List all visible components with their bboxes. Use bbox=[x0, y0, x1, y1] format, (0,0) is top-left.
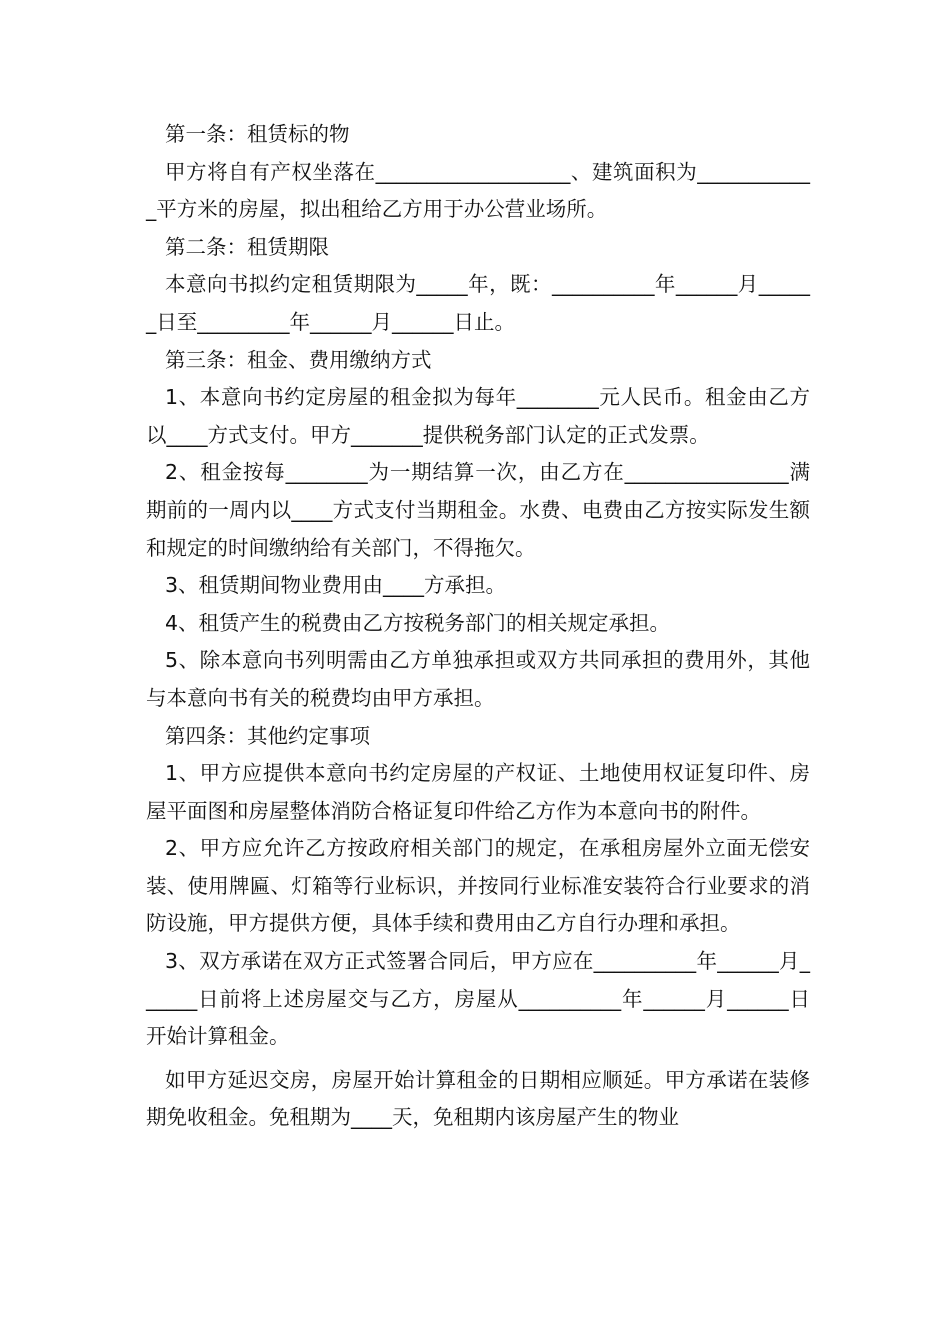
article-3-paragraph-1: 1、本意向书约定房屋的租金拟为每年________元人民币。租金由乙方以____方式支付。甲方_______提供税务部门认定的正式发票。 bbox=[146, 385, 810, 447]
document-body bbox=[146, 116, 810, 1137]
article-4-paragraph-3: 3、双方承诺在双方正式签署合同后，甲方应在__________年______月______日前将上述房屋交与乙方，房屋从__________年______月______日开始计算租金。 bbox=[146, 949, 810, 1049]
article-1-paragraph-1: 甲方将自有产权坐落在___________________、建筑面积为____________平方米的房屋，拟出租给乙方用于办公营业场所。 bbox=[146, 159, 810, 222]
article-4-paragraph-2: 2、甲方应允许乙方按政府相关部门的规定，在承租房屋外立面无偿安装、使用牌匾、灯箱等行业标识，并按同行业标准安装符合行业要求的消防设施，甲方提供方便，具体手续和费用由乙方自行办理和承担。 bbox=[146, 836, 810, 936]
article-1-heading: 第一条：租赁标的物 bbox=[165, 122, 350, 146]
article-3-heading: 第三条：租金、费用缴纳方式 bbox=[165, 347, 432, 372]
article-3-paragraph-2: 2、租金按每________为一期结算一次，由乙方在________________满期前的一周内以____方式支付当期租金。水费、电费由乙方按实际发生额和规定的时间缴纳给有关部门，不得拖欠。 bbox=[146, 460, 810, 560]
article-2-heading: 第二条：租赁期限 bbox=[165, 234, 329, 259]
article-4-heading: 第四条：其他约定事项 bbox=[165, 723, 370, 748]
article-3-paragraph-3: 3、租赁期间物业费用由____方承担。 bbox=[165, 573, 507, 598]
article-4-paragraph-4: 如甲方延迟交房，房屋开始计算租金的日期相应顺延。甲方承诺在装修期免收租金。免租期为____天，免租期内该房屋产生的物业 bbox=[146, 1067, 810, 1130]
article-2-paragraph-1: 本意向书拟约定租赁期限为_____年，既：__________年______月______日至_________年______月______日止。 bbox=[146, 272, 810, 334]
article-3-paragraph-5: 5、除本意向书列明需由乙方单独承担或双方共同承担的费用外，其他与本意向书有关的税费均由甲方承担。 bbox=[146, 648, 810, 710]
article-3-paragraph-4: 4、租赁产生的税费由乙方按税务部门的相关规定承担。 bbox=[165, 610, 671, 635]
article-4-paragraph-1: 1、甲方应提供本意向书约定房屋的产权证、土地使用权证复印件、房屋平面图和房屋整体消防合格证复印件给乙方作为本意向书的附件。 bbox=[146, 761, 810, 823]
